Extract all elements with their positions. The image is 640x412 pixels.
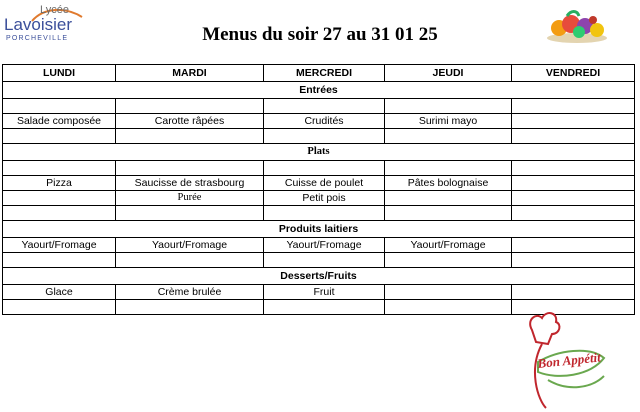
table-cell [512,176,635,191]
section-row-plats [3,144,635,161]
table-cell: Salade composée [3,114,116,129]
table-cell [512,285,635,300]
table-row [3,253,635,268]
section-row-laitiers [3,221,635,238]
table-row [3,206,635,221]
table-cell: Crème brulée [116,285,264,300]
page-title: Menus du soir 27 au 31 01 25 [202,24,438,45]
table-row [3,99,635,114]
table-row [3,238,635,253]
bon-appetit-text: Bon Appétit [536,349,602,371]
logo-lycee-text: Lycée [40,4,69,16]
table-row [3,191,635,206]
day-header-mercredi: MERCREDI [264,65,385,82]
table-header-row [3,65,635,82]
table-cell: Yaourt/Fromage [3,238,116,253]
table-cell [512,191,635,206]
section-title-plats: Plats [3,144,635,161]
section-row-entrees [3,82,635,99]
table-cell: Saucisse de strasbourg [116,176,264,191]
table-cell: Petit pois [264,191,385,206]
menu-table [2,64,635,315]
table-row [3,114,635,129]
section-title-entrees: Entrées [3,82,635,99]
logo-name-text: Lavoisier [4,15,73,34]
table-row [3,285,635,300]
table-cell: Crudités [264,114,385,129]
table-cell: Cuisse de poulet [264,176,385,191]
table-cell: Carotte râpées [116,114,264,129]
table-row [3,161,635,176]
table-cell [512,238,635,253]
section-title-desserts: Desserts/Fruits [3,268,635,285]
day-header-vendredi: VENDREDI [512,65,635,82]
bon-appetit-logo [518,310,608,410]
table-cell [385,285,512,300]
day-header-lundi: LUNDI [3,65,116,82]
day-header-jeudi: JEUDI [385,65,512,82]
fruit-bowl-icon [543,8,611,44]
table-cell: Yaourt/Fromage [116,238,264,253]
table-cell [3,191,116,206]
table-cell: Pâtes bolognaise [385,176,512,191]
table-cell: Glace [3,285,116,300]
section-row-desserts [3,268,635,285]
table-row [3,176,635,191]
table-cell: Surimi mayo [385,114,512,129]
table-cell: Pizza [3,176,116,191]
day-header-mardi: MARDI [116,65,264,82]
section-title-laitiers: Produits laitiers [3,221,635,238]
table-row [3,129,635,144]
chef-hat-icon [530,313,559,344]
table-cell: Fruit [264,285,385,300]
table-cell [512,114,635,129]
table-cell: Yaourt/Fromage [264,238,385,253]
table-cell [385,191,512,206]
table-cell: Purée [116,191,264,206]
logo-city-text: PORCHEVILLE [6,35,69,42]
table-cell: Yaourt/Fromage [385,238,512,253]
